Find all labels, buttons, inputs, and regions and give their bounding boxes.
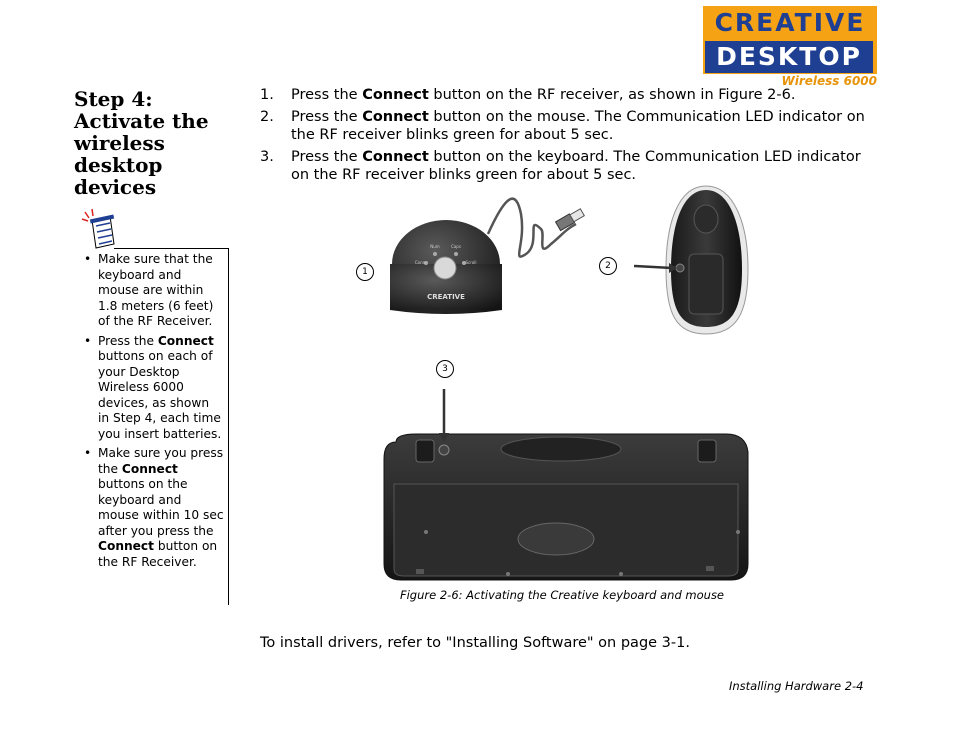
callout-1: 1 [356, 263, 374, 281]
note-item: • Press the Connect buttons on each of your Desktop Wireless 6000 devices, as shown in Step 4, each time you insert batteries. [84, 333, 222, 441]
step-item: 2. Press the Connect button on the mouse. The Communication LED indicator on the RF receiver blinks green for about 5 sec. [260, 109, 865, 143]
devices-figure [376, 184, 756, 584]
section-heading: Step 4: Activate the wireless desktop devices [74, 87, 209, 199]
keyboard-oval-recess [518, 523, 594, 555]
connect-button-mouse [676, 264, 684, 272]
receiver-label-conn: Conn [414, 260, 426, 265]
keyboard-bottom [384, 434, 748, 580]
callout-3: 3 [436, 360, 454, 378]
figure-caption: Figure 2-6: Activating the Creative keyboard and mouse [400, 588, 725, 602]
creative-desktop-logo [703, 6, 877, 88]
logo-brand: CREATIVE [714, 8, 866, 37]
step-item: 3. Press the Connect button on the keyboard. The Communication LED indicator on the RF receiver blinks green for about 5 sec. [260, 149, 861, 183]
logo-model: Wireless 6000 [781, 74, 877, 88]
step-item: 1. Press the Connect button on the RF receiver, as shown in Figure 2-6. [260, 87, 796, 103]
connect-button-receiver [434, 257, 456, 279]
page-footer: Installing Hardware 2-4 [729, 679, 864, 693]
callout-2: 2 [599, 257, 617, 275]
receiver-label-num: Num [430, 244, 440, 249]
note-item: • Make sure you press the Connect buttons on the keyboard and mouse within 10 sec after you press the Connect button on the RF Receiver. [84, 446, 224, 569]
install-drivers-text: To install drivers, refer to "Installing Software" on page 3-1. [260, 635, 690, 651]
steps-list [260, 86, 880, 188]
connect-button-keyboard [439, 445, 449, 455]
receiver-label-scroll: Scroll [465, 260, 477, 265]
logo-product: DESKTOP [716, 42, 862, 71]
note-item: • Make sure that the keyboard and mouse are within 1.8 meters (6 feet) of the RF Receiver. [84, 252, 214, 328]
note-list [82, 252, 224, 574]
battery-cover [689, 254, 723, 314]
note-icon [80, 208, 116, 250]
receiver-label-caps: Caps [451, 244, 461, 249]
mouse-bottom [666, 186, 748, 334]
receiver-brand: CREATIVE [427, 293, 465, 301]
rf-receiver [390, 220, 502, 314]
